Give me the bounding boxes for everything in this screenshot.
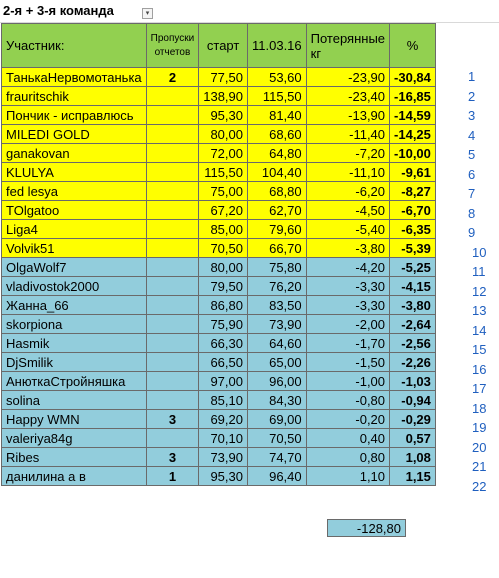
table-row[interactable] [2, 201, 436, 220]
row-index-number: 16 [472, 361, 487, 377]
header-row [2, 24, 436, 68]
row-index-number: 17 [472, 381, 487, 396]
current-weight-cell[interactable]: 74,70 [248, 448, 307, 467]
skips-cell[interactable] [146, 315, 199, 334]
table-row[interactable] [2, 467, 436, 486]
row-index-number: 11 [472, 264, 486, 279]
participant-name-cell[interactable]: ТанькаНервомотанька [2, 68, 147, 87]
current-weight-cell[interactable]: 76,20 [248, 277, 307, 296]
percent-cell[interactable]: -5,39 [390, 239, 436, 258]
header-participant: Участник: [2, 24, 147, 68]
header-date: 11.03.16 [248, 24, 307, 68]
participant-name-cell[interactable]: Happy WMN [2, 410, 147, 429]
filter-dropdown-icon[interactable]: ▾ [142, 8, 153, 19]
row-index-number: 2 [468, 88, 476, 104]
participant-name-cell[interactable]: Ribes [2, 448, 147, 467]
skips-cell[interactable] [146, 144, 199, 163]
row-index-number: 15 [472, 342, 487, 357]
participant-name-cell[interactable]: ganakovan [2, 144, 147, 163]
start-weight-cell[interactable]: 66,50 [199, 353, 248, 372]
start-weight-cell[interactable]: 95,30 [199, 467, 248, 486]
percent-cell[interactable]: -5,25 [390, 258, 436, 277]
percent-cell[interactable]: 1,08 [390, 448, 436, 467]
table-row[interactable] [2, 296, 436, 315]
table-row[interactable] [2, 334, 436, 353]
lost-kg-cell[interactable]: 1,10 [306, 467, 389, 486]
table-row[interactable] [2, 372, 436, 391]
percent-cell[interactable]: -3,80 [390, 296, 436, 315]
percent-cell[interactable]: -2,26 [390, 353, 436, 372]
skips-cell[interactable] [146, 372, 199, 391]
title-row [0, 0, 499, 23]
current-weight-cell[interactable]: 83,50 [248, 296, 307, 315]
start-weight-cell[interactable]: 86,80 [199, 296, 248, 315]
skips-cell[interactable] [146, 182, 199, 201]
percent-cell[interactable]: -30,84 [390, 68, 436, 87]
participant-name-cell[interactable]: Жанна_66 [2, 296, 147, 315]
start-weight-cell[interactable]: 67,20 [199, 201, 248, 220]
skips-cell[interactable]: 2 [146, 68, 199, 87]
skips-cell[interactable]: 1 [146, 467, 199, 486]
row-index-number: 5 [468, 147, 476, 162]
skips-cell[interactable] [146, 296, 199, 315]
current-weight-cell[interactable]: 115,50 [248, 87, 307, 106]
current-weight-cell[interactable]: 75,80 [248, 258, 307, 277]
participant-name-cell[interactable]: fed lesya [2, 182, 147, 201]
participant-name-cell[interactable]: DjSmilik [2, 353, 147, 372]
lost-kg-cell[interactable]: -5,40 [306, 220, 389, 239]
participant-name-cell[interactable]: valeriya84g [2, 429, 147, 448]
start-weight-cell[interactable]: 72,00 [199, 144, 248, 163]
current-weight-cell[interactable]: 73,90 [248, 315, 307, 334]
current-weight-cell[interactable]: 65,00 [248, 353, 307, 372]
row-index-number: 22 [472, 478, 487, 494]
lost-kg-cell[interactable]: -3,80 [306, 239, 389, 258]
percent-cell[interactable]: -6,35 [390, 220, 436, 239]
percent-cell[interactable]: 0,57 [390, 429, 436, 448]
skips-cell[interactable] [146, 125, 199, 144]
participant-name-cell[interactable]: TOlgatoo [2, 201, 147, 220]
header-percent: % [390, 24, 436, 68]
start-weight-cell[interactable]: 79,50 [199, 277, 248, 296]
current-weight-cell[interactable]: 96,00 [248, 372, 307, 391]
start-weight-cell[interactable]: 69,20 [199, 410, 248, 429]
lost-kg-cell[interactable]: -11,40 [306, 125, 389, 144]
lost-kg-cell[interactable]: -0,20 [306, 410, 389, 429]
table-row[interactable] [2, 353, 436, 372]
table-row[interactable] [2, 182, 436, 201]
percent-cell[interactable]: -9,61 [390, 163, 436, 182]
results-table [1, 23, 436, 486]
percent-cell[interactable]: -8,27 [390, 182, 436, 201]
participant-name-cell[interactable]: vladivostok2000 [2, 277, 147, 296]
participant-name-cell[interactable]: Hasmik [2, 334, 147, 353]
lost-kg-cell[interactable]: -2,00 [306, 315, 389, 334]
start-weight-cell[interactable]: 73,90 [199, 448, 248, 467]
skips-cell[interactable] [146, 220, 199, 239]
current-weight-cell[interactable]: 79,60 [248, 220, 307, 239]
row-index-number: 9 [468, 225, 476, 240]
lost-kg-cell[interactable]: -1,70 [306, 334, 389, 353]
start-weight-cell[interactable]: 97,00 [199, 372, 248, 391]
lost-kg-cell[interactable]: -13,90 [306, 106, 389, 125]
percent-cell[interactable]: -1,03 [390, 372, 436, 391]
row-index-number: 10 [472, 244, 487, 260]
percent-cell[interactable]: -10,00 [390, 144, 436, 163]
participant-name-cell[interactable]: данилина а в [2, 467, 147, 486]
participant-name-cell[interactable]: frauritschik [2, 87, 147, 106]
table-row[interactable] [2, 144, 436, 163]
start-weight-cell[interactable]: 66,30 [199, 334, 248, 353]
table-row[interactable] [2, 258, 436, 277]
start-weight-cell[interactable]: 85,10 [199, 391, 248, 410]
table-row[interactable] [2, 277, 436, 296]
participant-name-cell[interactable]: АнюткаСтройняшка [2, 372, 147, 391]
participant-name-cell[interactable]: MILEDI GOLD [2, 125, 147, 144]
skips-cell[interactable] [146, 201, 199, 220]
skips-cell[interactable] [146, 87, 199, 106]
lost-kg-cell[interactable]: -3,30 [306, 277, 389, 296]
current-weight-cell[interactable]: 64,60 [248, 334, 307, 353]
row-index-number: 6 [468, 166, 476, 182]
row-index-number: 8 [468, 205, 476, 221]
table-row[interactable] [2, 448, 436, 467]
percent-cell[interactable]: -0,29 [390, 410, 436, 429]
lost-kg-cell[interactable]: -1,00 [306, 372, 389, 391]
header-lost-kg: Потерянные кг [306, 24, 389, 68]
start-weight-cell[interactable]: 95,30 [199, 106, 248, 125]
skips-cell[interactable] [146, 429, 199, 448]
table-row[interactable] [2, 315, 436, 334]
current-weight-cell[interactable]: 64,80 [248, 144, 307, 163]
percent-cell[interactable]: -16,85 [390, 87, 436, 106]
lost-kg-cell[interactable]: -7,20 [306, 144, 389, 163]
skips-cell[interactable]: 3 [146, 448, 199, 467]
start-weight-cell[interactable]: 80,00 [199, 125, 248, 144]
lost-kg-cell[interactable]: -23,90 [306, 68, 389, 87]
skips-cell[interactable] [146, 277, 199, 296]
row-index-number: 7 [468, 186, 476, 201]
skips-cell[interactable] [146, 163, 199, 182]
start-weight-cell[interactable]: 75,00 [199, 182, 248, 201]
lost-kg-cell[interactable]: -4,50 [306, 201, 389, 220]
table-row[interactable] [2, 87, 436, 106]
start-weight-cell[interactable]: 77,50 [199, 68, 248, 87]
lost-kg-cell[interactable]: -1,50 [306, 353, 389, 372]
percent-cell[interactable]: -4,15 [390, 277, 436, 296]
percent-cell[interactable]: -6,70 [390, 201, 436, 220]
current-weight-cell[interactable]: 84,30 [248, 391, 307, 410]
start-weight-cell[interactable]: 80,00 [199, 258, 248, 277]
lost-kg-cell[interactable]: -4,20 [306, 258, 389, 277]
skips-cell[interactable] [146, 258, 199, 277]
percent-cell[interactable]: -14,59 [390, 106, 436, 125]
start-weight-cell[interactable]: 70,50 [199, 239, 248, 258]
participant-name-cell[interactable]: OlgaWolf7 [2, 258, 147, 277]
row-index-number: 1 [468, 69, 476, 84]
current-weight-cell[interactable]: 66,70 [248, 239, 307, 258]
table-row[interactable] [2, 220, 436, 239]
row-index-number: 18 [472, 400, 487, 416]
participant-name-cell[interactable]: skorpiona [2, 315, 147, 334]
lost-kg-cell[interactable]: -6,20 [306, 182, 389, 201]
skips-cell[interactable] [146, 239, 199, 258]
table-row[interactable] [2, 125, 436, 144]
row-index-number: 19 [472, 420, 487, 435]
percent-cell[interactable]: 1,15 [390, 467, 436, 486]
start-weight-cell[interactable]: 115,50 [199, 163, 248, 182]
skips-cell[interactable] [146, 391, 199, 410]
participant-name-cell[interactable]: Volvik51 [2, 239, 147, 258]
participant-name-cell[interactable]: solina [2, 391, 147, 410]
table-row[interactable] [2, 163, 436, 182]
current-weight-cell[interactable]: 96,40 [248, 467, 307, 486]
lost-kg-cell[interactable]: 0,80 [306, 448, 389, 467]
header-start: старт [199, 24, 248, 68]
lost-kg-cell[interactable]: 0,40 [306, 429, 389, 448]
start-weight-cell[interactable]: 85,00 [199, 220, 248, 239]
skips-cell[interactable] [146, 353, 199, 372]
table-row[interactable] [2, 391, 436, 410]
header-skips: Пропуски отчетов [146, 24, 199, 68]
row-index-number: 13 [472, 303, 487, 318]
percent-cell[interactable]: -2,64 [390, 315, 436, 334]
current-weight-cell[interactable]: 104,40 [248, 163, 307, 182]
table-row[interactable] [2, 429, 436, 448]
participant-name-cell[interactable]: KLULYA [2, 163, 147, 182]
start-weight-cell[interactable]: 138,90 [199, 87, 248, 106]
sheet-title: 2-я + 3-я команда [3, 3, 114, 18]
lost-kg-cell[interactable]: -11,10 [306, 163, 389, 182]
current-weight-cell[interactable]: 68,80 [248, 182, 307, 201]
lost-kg-cell[interactable]: -23,40 [306, 87, 389, 106]
percent-cell[interactable]: -2,56 [390, 334, 436, 353]
percent-cell[interactable]: -0,94 [390, 391, 436, 410]
row-index-number: 14 [472, 322, 487, 338]
current-weight-cell[interactable]: 62,70 [248, 201, 307, 220]
start-weight-cell[interactable]: 70,10 [199, 429, 248, 448]
participant-name-cell[interactable]: Пончик - исправлюсь [2, 106, 147, 125]
table-row[interactable] [2, 410, 436, 429]
table-row[interactable] [2, 239, 436, 258]
current-weight-cell[interactable]: 68,60 [248, 125, 307, 144]
skips-cell[interactable] [146, 334, 199, 353]
participant-name-cell[interactable]: Liga4 [2, 220, 147, 239]
row-index-number: 12 [472, 283, 487, 299]
row-index-number: 3 [468, 108, 476, 123]
lost-kg-cell[interactable]: -0,80 [306, 391, 389, 410]
current-weight-cell[interactable]: 70,50 [248, 429, 307, 448]
percent-cell[interactable]: -14,25 [390, 125, 436, 144]
table-row[interactable] [2, 106, 436, 125]
start-weight-cell[interactable]: 75,90 [199, 315, 248, 334]
skips-cell[interactable] [146, 106, 199, 125]
skips-cell[interactable]: 3 [146, 410, 199, 429]
current-weight-cell[interactable]: 69,00 [248, 410, 307, 429]
table-row[interactable] [2, 68, 436, 87]
row-index-number: 4 [468, 127, 476, 143]
lost-kg-cell[interactable]: -3,30 [306, 296, 389, 315]
current-weight-cell[interactable]: 81,40 [248, 106, 307, 125]
total-lost-cell[interactable]: -128,80 [327, 519, 406, 537]
row-index-number: 20 [472, 439, 487, 455]
current-weight-cell[interactable]: 53,60 [248, 68, 307, 87]
row-index-number: 21 [472, 459, 487, 474]
